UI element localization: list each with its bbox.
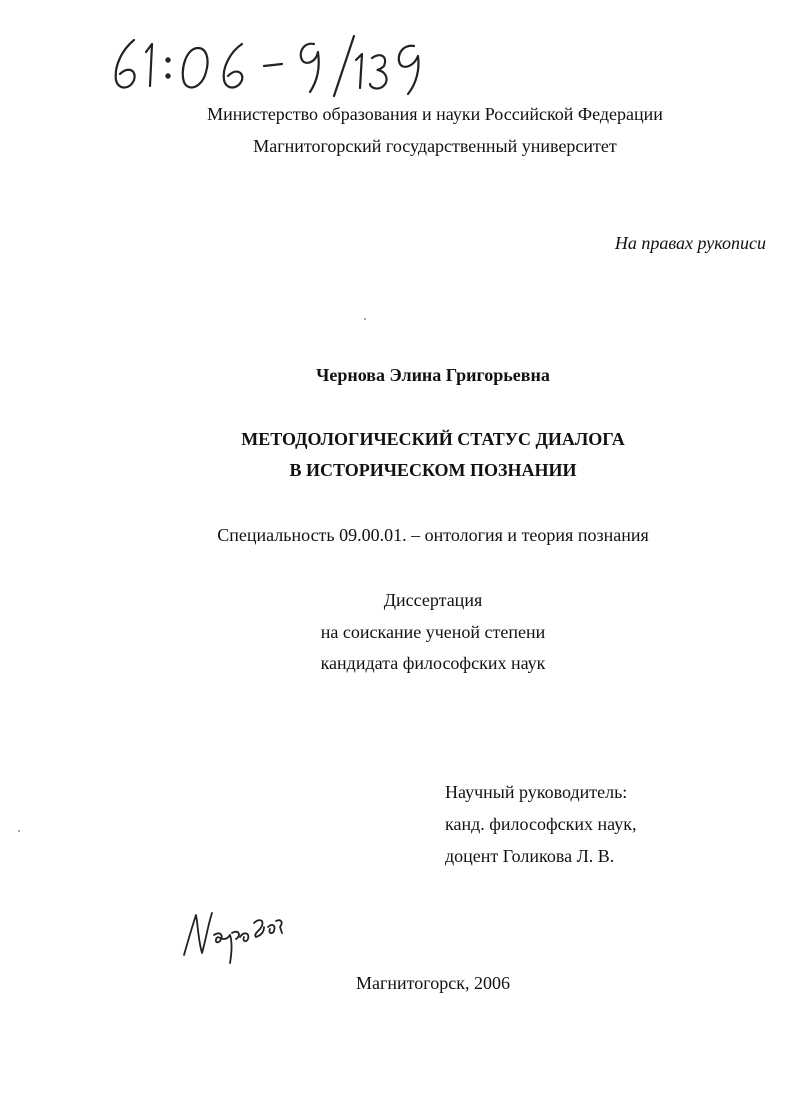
ministry-header: Министерство образования и науки Российской Федерации <box>207 104 663 124</box>
scan-speck <box>18 830 20 832</box>
advisor-degree: канд. философских наук, <box>445 814 637 834</box>
advisor-name: доцент Голикова Л. В. <box>445 846 615 866</box>
city-year: Магнитогорск, 2006 <box>356 973 510 993</box>
rights-note: На правах рукописи <box>614 233 766 253</box>
handwritten-signature <box>176 905 296 965</box>
author-name: Чернова Элина Григорьевна <box>316 365 550 385</box>
specialty: Специальность 09.00.01. – онтология и теория познания <box>217 525 649 545</box>
scan-speck <box>364 318 366 320</box>
dissertation-title-line-2: В ИСТОРИЧЕСКОМ ПОЗНАНИИ <box>289 460 577 480</box>
degree-purpose: на соискание ученой степени <box>320 622 546 642</box>
degree-name: кандидата философских наук <box>320 653 546 673</box>
dissertation-label: Диссертация <box>383 590 483 610</box>
dissertation-title-line-1: МЕТОДОЛОГИЧЕСКИЙ СТАТУС ДИАЛОГА <box>241 429 625 449</box>
handwritten-archive-number <box>108 30 438 100</box>
university-header: Магнитогорский государственный университет <box>253 136 617 156</box>
advisor-label: Научный руководитель: <box>445 782 628 802</box>
